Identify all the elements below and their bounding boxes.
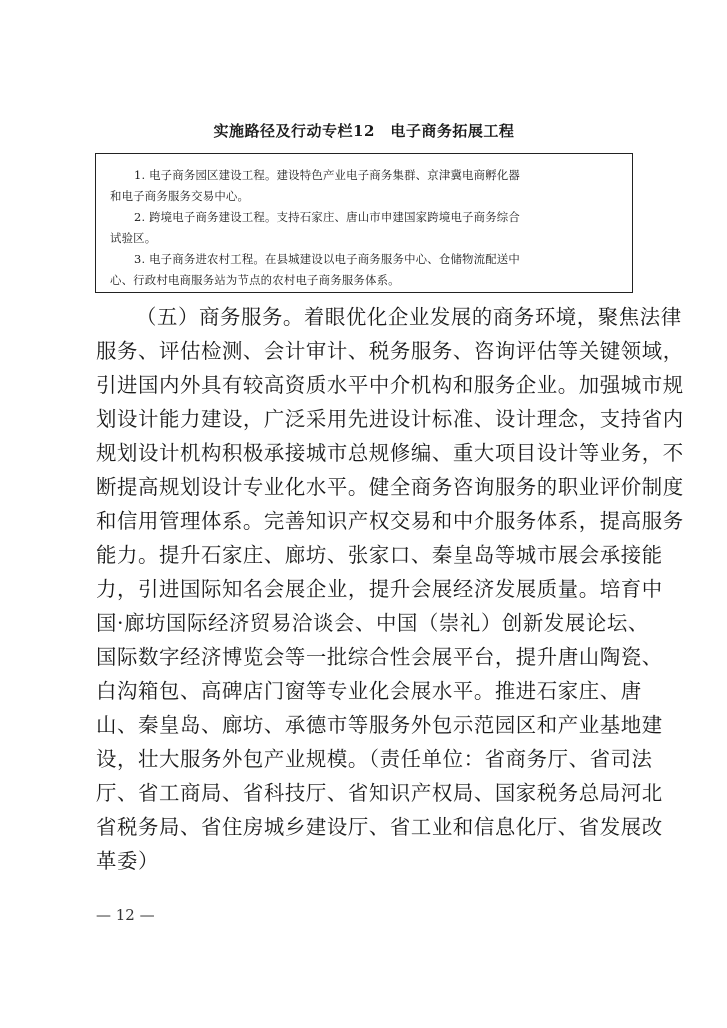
body-line: 能力。提升石家庄、廊坊、张家口、秦皇岛等城市展会承接能	[96, 543, 663, 567]
body-line: 力，引进国际知名会展企业，提升会展经济发展质量。培育中	[96, 577, 663, 601]
body-line: 设，壮大服务外包产业规模。（责任单位：省商务厅、省司法	[96, 747, 653, 771]
box-line: 试验区。	[110, 231, 157, 245]
body-line: 服务、评估检测、会计审计、税务服务、咨询评估等关键领域，	[96, 339, 684, 363]
box-title: 实施路径及行动专栏12 电子商务拓展工程	[213, 122, 515, 140]
body-line: 革委）	[96, 849, 159, 873]
body-paragraph	[96, 300, 684, 878]
body-line: 国·廊坊国际经济贸易洽谈会、中国（崇礼）创新发展论坛、	[96, 611, 649, 635]
box-line: 和电子商务服务交易中心。	[110, 189, 250, 203]
box-line: 3. 电子商务进农村工程。在县城建设以电子商务服务中心、仓储物流配送中	[134, 252, 520, 266]
body-line: 省税务局、省住房城乡建设厅、省工业和信息化厅、省发展改	[96, 815, 663, 839]
body-line: 断提高规划设计专业化水平。健全商务咨询服务的职业评价制度	[96, 475, 684, 499]
body-line: 厅、省工商局、省科技厅、省知识产权局、国家税务总局河北	[96, 781, 663, 805]
body-line: 划设计能力建设，广泛采用先进设计标准、设计理念，支持省内	[96, 407, 684, 431]
body-line: 白沟箱包、高碑店门窗等专业化会展水平。推进石家庄、唐	[96, 679, 642, 703]
body-line: 山、秦皇岛、廊坊、承德市等服务外包示范园区和产业基地建	[96, 713, 663, 737]
box-line: 1. 电子商务园区建设工程。建设特色产业电子商务集群、京津冀电商孵化器	[134, 168, 520, 182]
box-line: 心、行政村电商服务站为节点的农村电子商务服务体系。	[110, 273, 400, 287]
body-line: （五）商务服务。着眼优化企业发展的商务环境，聚焦法律	[136, 305, 682, 329]
body-line: 国际数字经济博览会等一批综合性会展平台，提升唐山陶瓷、	[96, 645, 663, 669]
project-box	[95, 153, 633, 293]
body-line: 规划设计机构积极承接城市总规修编、重大项目设计等业务，不	[96, 441, 684, 465]
body-line: 引进国内外具有较高资质水平中介机构和服务企业。加强城市规	[96, 373, 684, 397]
page-number: — 12 —	[96, 906, 155, 924]
box-line: 2. 跨境电子商务建设工程。支持石家庄、唐山市申建国家跨境电子商务综合	[134, 210, 520, 224]
body-line: 和信用管理体系。完善知识产权交易和中介服务体系，提高服务	[96, 509, 684, 533]
